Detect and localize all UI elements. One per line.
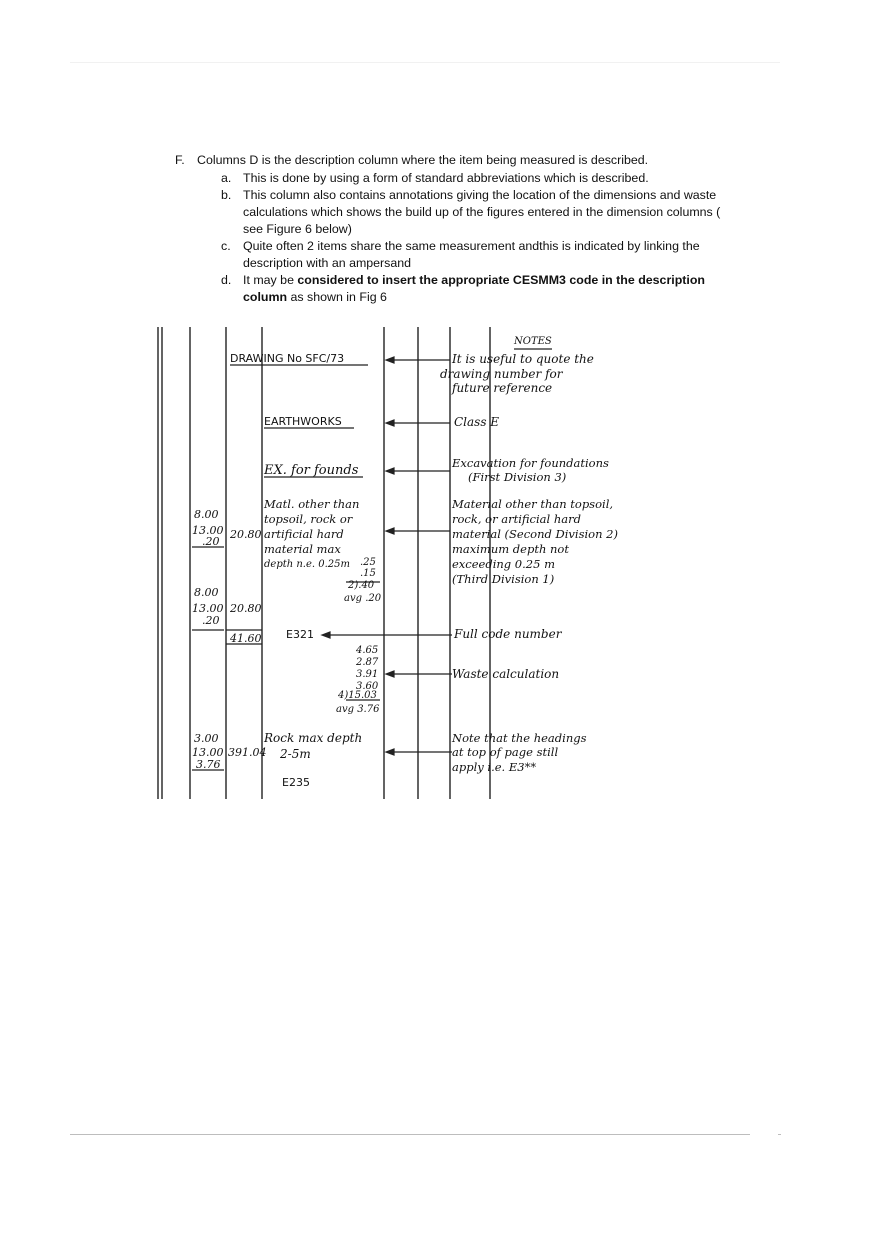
drawing-number: DRAWING No SFC/73 — [230, 352, 345, 365]
waste-2: 2.87 — [356, 657, 379, 668]
timesing-b-2: 13.00 — [192, 602, 224, 615]
item-text: This column also contains annotations giving the location of the dimensions and waste calculations which shows the build up of the figures entered in the dimension columns ( see Figure 6 below) — [243, 188, 721, 236]
waste-4: 3.60 — [356, 681, 379, 692]
note-drawing-3: future reference — [452, 381, 553, 395]
matl-desc-2: topsoil, rock or — [264, 512, 353, 526]
matl-desc-1: Matl. other than — [264, 497, 360, 511]
matl-desc-3: artificial hard — [264, 527, 344, 541]
item-text: It may be considered to insert the appropriate CESMM3 code in the description column as shown in Fig 6 — [243, 273, 705, 304]
lead-marker: F. — [175, 153, 185, 167]
note-headings-1: Note that the headings — [452, 731, 587, 745]
note-material-2: rock, or artificial hard — [452, 512, 581, 526]
cesmm-code-1: E321 — [286, 628, 314, 641]
timesing-2: 13.00 — [192, 524, 224, 537]
item-marker: d. — [221, 273, 232, 287]
footer-rule — [70, 1134, 750, 1135]
earthworks-heading: EARTHWORKS — [264, 415, 342, 428]
side-calc-4: avg .20 — [344, 593, 382, 604]
item-text: Quite often 2 items share the same measurement andthis is indicated by linking the description with an ampersand — [243, 239, 700, 270]
note-material-4: maximum depth not — [452, 542, 569, 556]
rock-desc-1: Rock max depth — [264, 731, 363, 745]
side-calc-2: .15 — [360, 568, 376, 579]
note-waste: Waste calculation — [452, 667, 560, 681]
note-drawing-1: It is useful to quote the — [452, 352, 594, 366]
dimension-a: 20.80 — [230, 528, 262, 541]
dimension-total: 41.60 — [230, 632, 262, 645]
rock-desc-2: 2-5m — [280, 747, 311, 761]
footer-mark — [778, 1134, 781, 1135]
note-material-6: (Third Division 1) — [452, 572, 555, 586]
note-full-code: Full code number — [454, 627, 562, 641]
item-marker: c. — [221, 239, 231, 253]
notes-heading: NOTES — [514, 336, 552, 347]
note-material-5: exceeding 0.25 m — [452, 557, 555, 571]
top-rule — [70, 62, 780, 63]
note-headings-3: apply i.e. E3** — [452, 760, 537, 774]
waste-6: avg 3.76 — [336, 704, 380, 715]
note-excavation-2: (First Division 3) — [468, 470, 567, 484]
cesmm-code-2: E235 — [282, 776, 310, 789]
note-drawing-2: drawing number for — [440, 367, 563, 381]
item-marker: a. — [221, 171, 232, 185]
side-calc-1: .25 — [360, 557, 376, 568]
rock-timesing-1: 3.00 — [194, 732, 219, 745]
waste-5: 4)15.03 — [338, 690, 377, 701]
lead-paragraph — [175, 152, 648, 169]
matl-desc-4: material max — [264, 542, 341, 556]
lead-text: Columns D is the description column where the item being measured is described. — [197, 153, 649, 167]
note-material-1: Material other than topsoil, — [452, 497, 614, 511]
timesing-1: 8.00 — [194, 508, 219, 521]
note-material-3: material (Second Division 2) — [452, 527, 618, 541]
excavation-heading: EX. for founds — [264, 463, 359, 478]
rock-timesing-3: 3.76 — [196, 758, 221, 771]
item-marker: b. — [221, 188, 232, 202]
side-calc-3: 2).40 — [348, 580, 375, 591]
rock-dimension: 391.04 — [228, 746, 267, 759]
timesing-3: .20 — [202, 535, 220, 548]
item-text: This is done by using a form of standard abbreviations which is described. — [243, 171, 649, 185]
note-class: Class E — [454, 415, 500, 429]
figure-6-dimension-sheet — [150, 322, 620, 802]
rock-timesing-2: 13.00 — [192, 746, 224, 759]
timesing-b-3: .20 — [202, 614, 220, 627]
timesing-b-1: 8.00 — [194, 586, 219, 599]
waste-3: 3.91 — [356, 669, 379, 680]
waste-1: 4.65 — [356, 645, 379, 656]
matl-desc-5: depth n.e. 0.25m — [264, 559, 351, 570]
dimension-b: 20.80 — [230, 602, 262, 615]
note-headings-2: at top of page still — [452, 745, 559, 759]
item-text-bold: considered to insert the appropriate CESMM3 code in the description column — [243, 273, 705, 304]
note-excavation-1: Excavation for foundations — [452, 456, 609, 470]
